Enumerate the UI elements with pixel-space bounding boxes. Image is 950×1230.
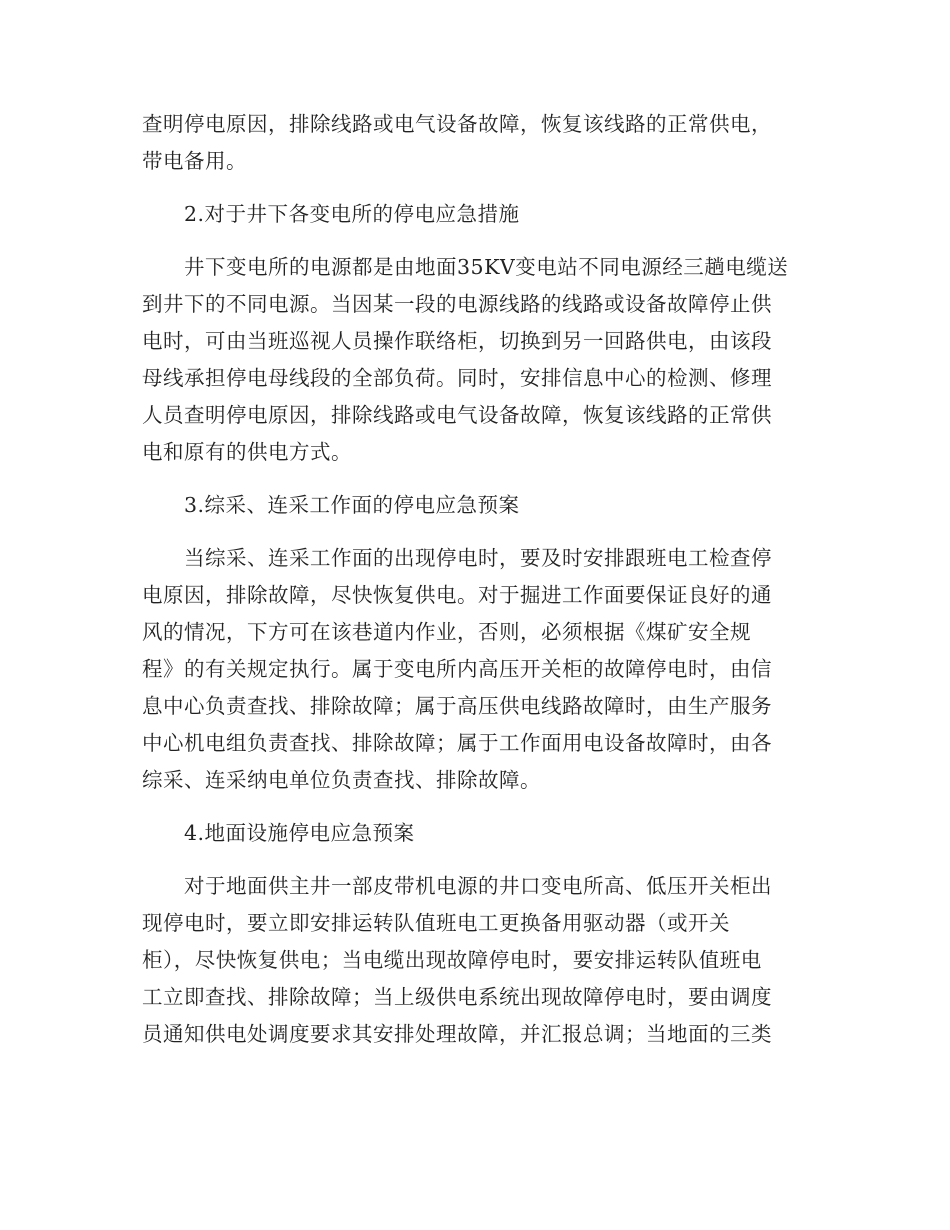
section-heading [142, 196, 802, 233]
document-page [142, 106, 802, 1053]
paragraph [142, 868, 802, 1053]
text-line: 人员查明停电原因，排除线路或电气设备故障，恢复该线路的正常供 [142, 403, 772, 427]
text-line: 当综采、连采工作面的出现停电时，要及时安排跟班电工检查停 [184, 546, 772, 570]
text-line: 到井下的不同电源。当因某一段的电源线路的线路或设备故障停止供 [142, 292, 772, 316]
text-line: 工立即查找、排除故障；当上级供电系统出现故障停电时，要由调度 [142, 985, 772, 1009]
paragraph [142, 106, 802, 180]
text-line: 电时，可由当班巡视人员操作联络柜，切换到另一回路供电，由该段 [142, 329, 772, 353]
text-line: 对于地面供主井一部皮带机电源的井口变电所高、低压开关柜出 [184, 874, 772, 898]
text-line: 中心机电组负责查找、排除故障；属于工作面用电设备故障时，由各 [142, 731, 772, 755]
text-line: 程》的有关规定执行。属于变电所内高压开关柜的故障停电时，由信 [142, 657, 772, 681]
heading-text: 4.地面设施停电应急预案 [184, 821, 415, 845]
text-line: 员通知供电处调度要求其安排处理故障，并汇报总调；当地面的三类 [142, 1022, 772, 1046]
text-line: 带电备用。 [142, 149, 247, 173]
heading-text: 3.综采、连采工作面的停电应急预案 [184, 493, 520, 517]
text-line: 风的情况，下方可在该巷道内作业，否则，必须根据《煤矿安全规 [142, 620, 751, 644]
text-line: 息中心负责查找、排除故障；属于高压供电线路故障时，由生产服务 [142, 694, 772, 718]
text-line: 查明停电原因，排除线路或电气设备故障，恢复该线路的正常供电， [142, 112, 772, 136]
paragraph [142, 540, 802, 799]
text-line: 综采、连采纳电单位负责查找、排除故障。 [142, 768, 541, 792]
text-line: 母线承担停电母线段的全部负荷。同时，安排信息中心的检测、修理 [142, 366, 772, 390]
section-heading [142, 487, 802, 524]
text-line: 井下变电所的电源都是由地面35KV变电站不同电源经三趟电缆送 [184, 255, 789, 279]
heading-text: 2.对于井下各变电所的停电应急措施 [184, 202, 520, 226]
text-line: 电和原有的供电方式。 [142, 440, 352, 464]
text-line: 电原因，排除故障，尽快恢复供电。对于掘进工作面要保证良好的通 [142, 583, 772, 607]
text-line: 柜），尽快恢复供电；当电缆出现故障停电时，要安排运转队值班电 [142, 948, 762, 972]
section-heading [142, 815, 802, 852]
paragraph [142, 249, 802, 471]
text-line: 现停电时，要立即安排运转队值班电工更换备用驱动器（或开关 [142, 911, 730, 935]
